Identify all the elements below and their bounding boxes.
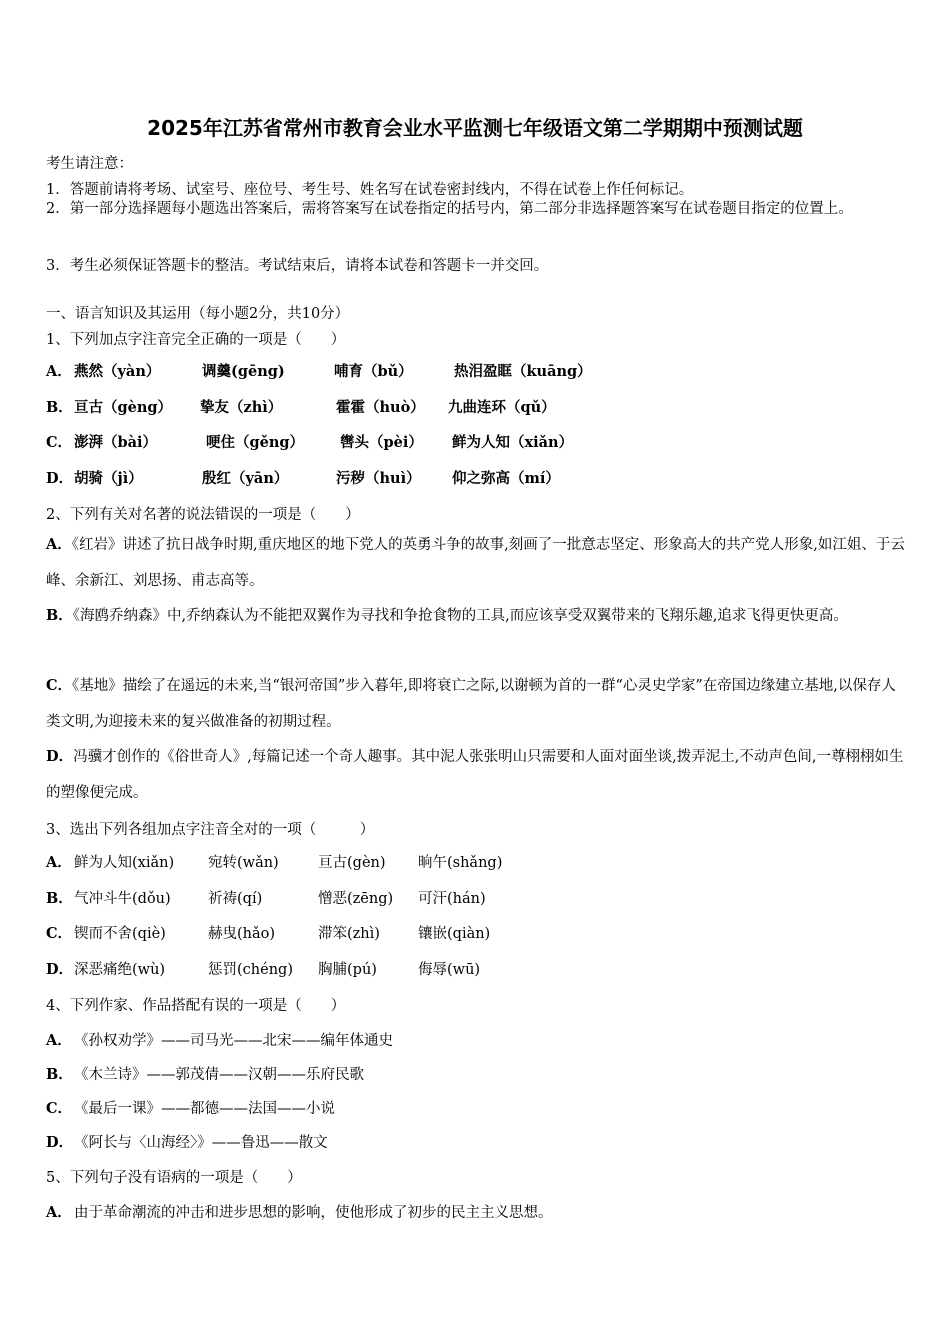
option-label: A． — [46, 363, 72, 380]
option-item: 调羹(gēng) — [202, 363, 285, 380]
question-1-stem: 1、下列加点字注音完全正确的一项是（ ） — [46, 332, 346, 348]
option-item: 燕然（yàn） — [74, 363, 161, 380]
question-2-option-d[interactable] — [46, 739, 906, 811]
question-5-stem: 5、下列句子没有语病的一项是（ ） — [46, 1170, 302, 1186]
option-item: 哽住（gěng） — [206, 434, 305, 451]
option-label: A． — [46, 854, 72, 871]
option-item: 憎恶(zēng) — [318, 891, 394, 907]
option-item: 可汗(hán) — [418, 891, 486, 907]
option-item: 赫曳(hǎo) — [208, 926, 276, 942]
question-5-option-a[interactable] — [46, 1201, 553, 1222]
option-label: D． — [46, 961, 74, 978]
question-2-option-a[interactable] — [46, 527, 906, 599]
option-text: 冯骥才创作的《俗世奇人》,每篇记述一个奇人趣事。其中泥人张张明山只需要和人面对面坐谈,拨弄泥土,不动声色间,一尊栩栩如生的塑像便完成。 — [46, 749, 904, 801]
option-label: C． — [46, 434, 73, 451]
question-3-option-a[interactable] — [46, 851, 503, 872]
option-item: 澎湃（bài） — [74, 434, 158, 451]
notice-heading: 考生请注意： — [46, 156, 133, 172]
notice-item-1: 1．答题前请将考场、试室号、座位号、考生号、姓名写在试卷密封线内，不得在试卷上作任何标记。 — [46, 182, 694, 198]
question-4-option-b[interactable] — [46, 1063, 364, 1084]
option-item: 锲而不舍(qiè) — [74, 926, 166, 942]
question-1-option-a[interactable] — [46, 360, 592, 381]
option-text: 《最后一课》——都德——法国——小说 — [74, 1101, 335, 1117]
option-label: C． — [46, 677, 73, 694]
option-label: C． — [46, 925, 73, 942]
option-label: B． — [46, 399, 73, 416]
question-2-option-b[interactable] — [46, 598, 906, 634]
option-item: 挚友（zhì） — [200, 399, 283, 416]
notice-item-2: 2．第一部分选择题每小题选出答案后，需将答案写在试卷指定的括号内，第二部分非选择题答案写在试卷题目指定的位置上。 — [46, 201, 853, 217]
option-item: 鲜为人知(xiǎn) — [74, 855, 175, 871]
option-text: 《海鸥乔纳森》中,乔纳森认为不能把双翼作为寻找和争抢食物的工具,而应该享受双翼带来的飞翔乐趣,追求飞得更快更高。 — [72, 608, 848, 624]
option-item: 鲜为人知（xiǎn） — [452, 434, 574, 451]
option-label: D． — [46, 1134, 74, 1151]
option-item: 哺育（bǔ） — [334, 363, 413, 380]
question-4-option-a[interactable] — [46, 1029, 393, 1050]
question-4-option-d[interactable] — [46, 1131, 328, 1152]
option-item: 九曲连环（qǔ） — [448, 399, 556, 416]
notice-item-3: 3．考生必须保证答题卡的整洁。考试结束后，请将本试卷和答题卡一并交回。 — [46, 258, 549, 274]
option-label: D． — [46, 748, 74, 765]
option-item: 亘古(gèn) — [318, 855, 386, 871]
option-item: 惩罚(chéng) — [208, 962, 293, 978]
question-1-option-d[interactable] — [46, 467, 560, 488]
option-label: A． — [46, 1032, 72, 1049]
option-item: 污秽（huì） — [336, 470, 421, 487]
option-text: 《阿长与〈山海经〉》——鲁迅——散文 — [74, 1135, 328, 1151]
option-label: A． — [46, 1204, 72, 1221]
section-heading: 一、语言知识及其运用（每小题2分，共10分） — [46, 306, 350, 322]
question-4-option-c[interactable] — [46, 1097, 335, 1118]
option-text: 《红岩》讲述了抗日战争时期,重庆地区的地下党人的英勇斗争的故事,刻画了一批意志坚定、形象高大的共产党人形象,如江姐、于云峰、余新江、刘思扬、甫志高等。 — [46, 537, 905, 589]
option-item: 霍霍（huò） — [336, 399, 425, 416]
option-item: 仰之弥高（mí） — [452, 470, 560, 487]
question-3-stem: 3、选出下列各组加点字注音全对的一项（ ） — [46, 822, 375, 838]
option-item: 祈祷(qí) — [208, 891, 263, 907]
question-1-option-b[interactable] — [46, 396, 556, 417]
option-item: 胸脯(pú) — [318, 962, 377, 978]
option-item: 殷红（yān） — [202, 470, 289, 487]
option-item: 侮辱(wū) — [418, 962, 481, 978]
option-label: D． — [46, 470, 74, 487]
option-item: 辔头（pèi） — [340, 434, 423, 451]
option-item: 亘古（gèng） — [74, 399, 173, 416]
option-label: B． — [46, 890, 73, 907]
option-label: B． — [46, 607, 73, 624]
question-2-option-c[interactable] — [46, 668, 906, 740]
option-label: C． — [46, 1100, 73, 1117]
option-text: 由于革命潮流的冲击和进步思想的影响，使他形成了初步的民主主义思想。 — [74, 1205, 553, 1221]
option-item: 镶嵌(qiàn) — [418, 926, 491, 942]
option-item: 深恶痛绝(wù) — [74, 962, 166, 978]
question-1-option-c[interactable] — [46, 431, 574, 452]
option-item: 热泪盈眶（kuāng） — [454, 363, 592, 380]
option-item: 胡骑（jì） — [74, 470, 143, 487]
option-item: 气冲斗牛(dǒu) — [74, 891, 171, 907]
option-item: 晌午(shǎng) — [418, 855, 503, 871]
option-item: 滞笨(zhì) — [318, 926, 380, 942]
question-3-option-c[interactable] — [46, 922, 491, 943]
option-text: 《木兰诗》——郭茂倩——汉朝——乐府民歌 — [74, 1067, 364, 1083]
question-3-option-d[interactable] — [46, 958, 481, 979]
page-title: 2025年江苏省常州市教育会业水平监测七年级语文第二学期期中预测试题 — [147, 116, 803, 140]
question-3-option-b[interactable] — [46, 887, 486, 908]
option-text: 《孙权劝学》——司马光——北宋——编年体通史 — [74, 1033, 393, 1049]
option-text: 《基地》描绘了在遥远的未来,当“银河帝国”步入暮年,即将衰亡之际,以谢顿为首的一群“心灵史学家”在帝国边缘建立基地,以保存人类文明,为迎接未来的复兴做准备的初期过程。 — [46, 678, 896, 730]
option-label: B． — [46, 1066, 73, 1083]
question-2-stem: 2、下列有关对名著的说法错误的一项是（ ） — [46, 507, 360, 523]
option-label: A． — [46, 536, 72, 553]
question-4-stem: 4、下列作家、作品搭配有误的一项是（ ） — [46, 998, 346, 1014]
option-item: 宛转(wǎn) — [208, 855, 279, 871]
